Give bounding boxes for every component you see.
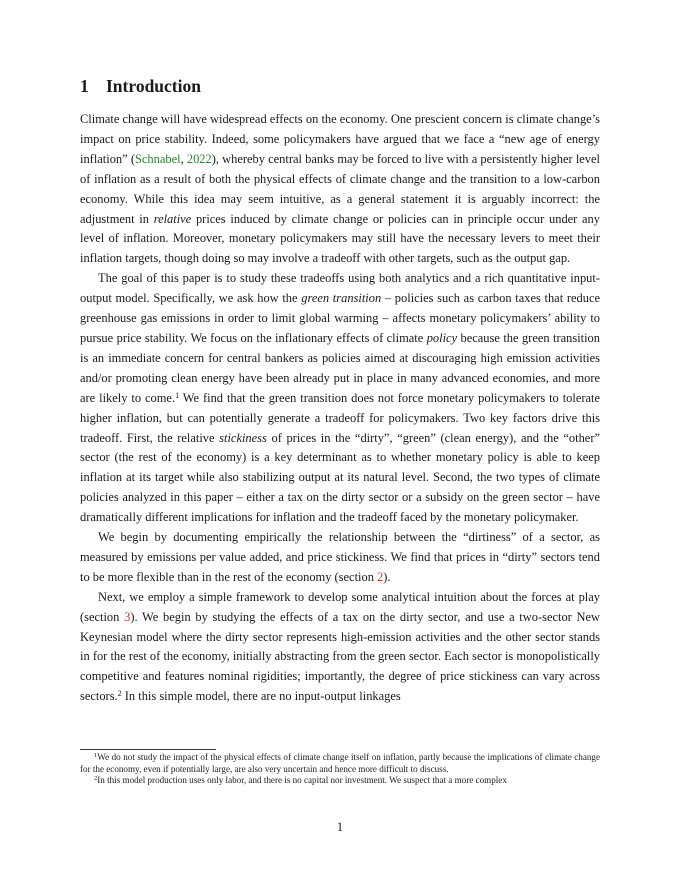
paragraph-4: Next, we employ a simple framework to develop some analytical intuition about the forces at play (section 3). We begin by studying the effects of a tax on the dirty sector, and use a two-sector New Keynesian model where the dirty sector represents high-emission activities and the other sector stands in for the rest of the economy, initially abstracting from the green sector. Each sector is monopolistically competitive and features nominal rigidities; importantly, the degree of price stickiness can vary across sectors.$^2$ In this simple model, there are no input-output linkages (80, 589, 601, 704)
citation-schnabel-year[interactable]: 2022 (186, 151, 212, 166)
footnote-ref-2[interactable]: 2 (117, 689, 122, 699)
paragraph-3: We begin by documenting empirically the relationship between the “dirtiness” of a sector, as measured by emissions per value added, and price stickiness. We find that prices in “dirty” sectors tend to be more flexible than in the rest of the economy (section 2). (80, 530, 600, 584)
footnote-1: $^1$We do not study the impact of the physical effects of climate change itself on inflation, partly because the implications of climate change for the economy, even if potentially large, are also very uncertain and hence more difficult to discuss. (80, 752, 600, 774)
citation-schnabel-author[interactable]: Schnabel (134, 151, 181, 166)
section-heading (80, 76, 201, 97)
footnote-ref-1[interactable]: 1 (175, 390, 180, 400)
footnote-2: $^2$In this model production uses only labor, and there is no capital nor investment. We suspect that a more complex (94, 775, 507, 786)
section-ref-2[interactable]: 2 (377, 569, 384, 584)
section-number: 1 (80, 76, 89, 96)
footnote-divider (80, 749, 216, 750)
page-number: 1 (336, 820, 344, 834)
footnotes (80, 752, 600, 787)
body-text (80, 110, 600, 707)
section-ref-3[interactable]: 3 (124, 609, 131, 624)
paragraph-2: The goal of this paper is to study these tradeoffs using both analytics and a rich quantitative input-output model. Specifically, we ask how the green transition – policies such as carbon taxes that reduce greenhouse gas emissions in order to limit global warming – affects monetary policymakers’ ability to pursue price stability. We focus on the inflationary effects of climate policy because the green transition is an immediate concern for central bankers as policies aimed at discouraging high emission activities and/or promoting clean energy have been already put in place in many advanced economies, and more are likely to come.$^1$ We find that the green transition does not force monetary policymakers to tolerate higher inflation, but can potentially generate a tradeoff for policymakers. Two key factors drive this tradeoff. First, the relative stickiness of prices in the “dirty”, “green” (clean energy), and the “other” sector (the rest of the economy) is a key determinant as to whether monetary policy is able to keep inflation at its target while also stabilizing output at its natural level. Second, the two types of climate policies analyzed in this paper – either a tax on the dirty sector or a subsidy on the green sector – have dramatically different implications for inflation and the tradeoff faced by the monetary policymaker. (80, 271, 600, 525)
paragraph-1: Climate change will have widespread effects on the economy. One prescient concern is climate change’s impact on price stability. Indeed, some policymakers have argued that we face a “new age of energy inflation” (Schnabel, 2022), whereby central banks may be forced to live with a persistently higher level of inflation as a result of both the physical effects of climate change and the transition to a low-carbon economy. While this idea may seem intuitive, as a general statement it is arguably incorrect: the adjustment in relative prices induced by climate change or policies can in principle occur under any level of inflation. Moreover, monetary policymakers may still have the necessary levers to meet their inflation targets, though doing so may involve a tradeoff with other targets, such as the output gap. (80, 112, 601, 266)
section-title: Introduction (106, 76, 201, 96)
